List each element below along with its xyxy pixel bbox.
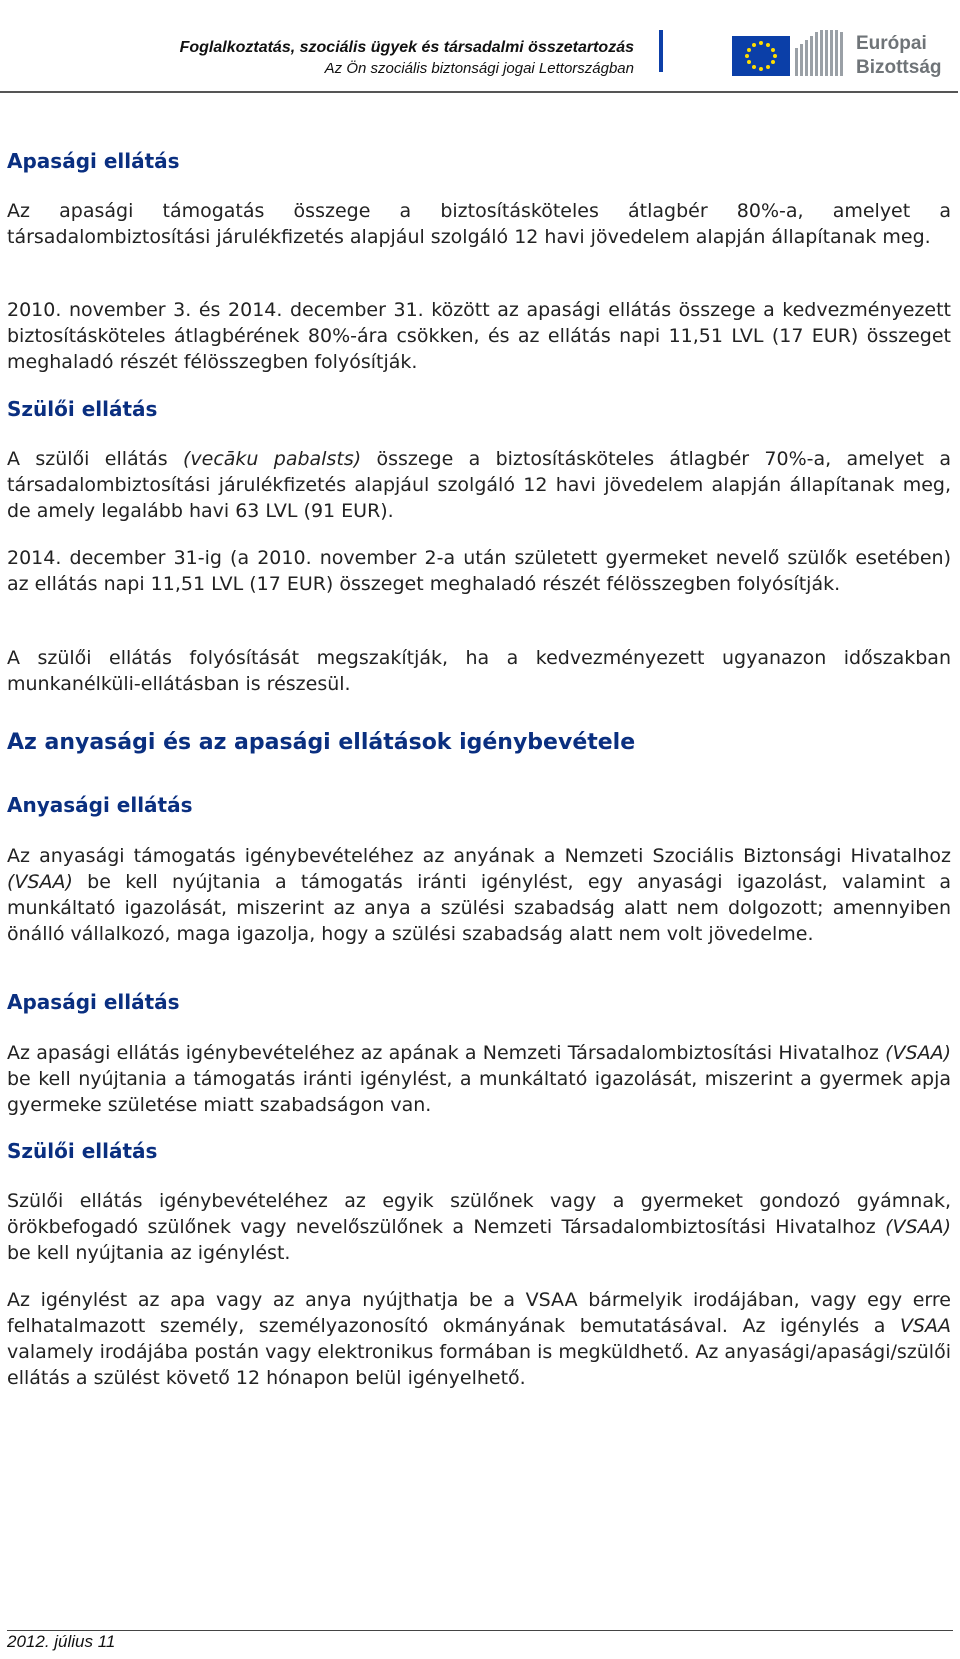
paragraph [7, 1188, 951, 1266]
section-heading: Szülői ellátás [7, 397, 158, 421]
header-text [180, 38, 634, 80]
paragraph: 2010. november 3. és 2014. december 31. között az apasági ellátás összege a kedvezményezett biztosításköteles átlagbérének 80%-ára csökken, és az ellátás napi 11,51 LVL (17 EUR) összeget meghaladó részét félösszegben folyósítják. [7, 299, 951, 373]
text-run: Az apasági ellátás igénybevételéhez az apának a Nemzeti Társadalombiztosítási Hivatalhoz [7, 1042, 886, 1064]
eu-flag-logo-icon [732, 30, 852, 78]
italic-term: (VSAA) [7, 871, 73, 893]
section-heading: Szülői ellátás [7, 1139, 158, 1163]
italic-term: VSAA [899, 1315, 951, 1337]
paragraph [7, 843, 951, 947]
header-subtitle: Az Ön szociális biztonsági jogai Lettországban [324, 60, 634, 77]
commission-logo-text [856, 32, 942, 80]
logo-line-1: Európai [856, 33, 927, 54]
italic-term: (vecāku pabalsts) [182, 448, 362, 470]
paragraph: Az apasági támogatás összege a biztosításköteles átlagbér 80%-a, amelyet a társadalombiztosítási járulékfizetés alapjául szolgáló 12 havi jövedelem alapján állapítanak meg. [7, 200, 951, 248]
paragraph: 2014. december 31-ig (a 2010. november 2-a után született gyermeket nevelő szülők esetében) az ellátás napi 11,51 LVL (17 EUR) összeget meghaladó részét félösszegben folyósítják. [7, 547, 951, 595]
paragraph [7, 1287, 951, 1391]
footer-rule [7, 1630, 953, 1631]
header-divider [659, 30, 663, 72]
text-run: be kell nyújtania az igénylést. [7, 1242, 291, 1264]
section-heading: Apasági ellátás [7, 990, 180, 1014]
text-run: valamely irodájába postán vagy elektronikus formában is megküldhető. Az anyasági/apasági/szülői ellátás a szülést követő 12 hónapon belül igényelhető. [7, 1341, 951, 1389]
paragraph: A szülői ellátás folyósítását megszakítják, ha a kedvezményezett ugyanazon időszakban munkanélküli-ellátásban is részesül. [7, 647, 951, 695]
text-run: be kell nyújtania a támogatás iránti igénylést, a munkáltató igazolását, miszerint a gyermek apja gyermeke születése miatt szabadságon van. [7, 1068, 951, 1116]
page-header [0, 0, 960, 92]
footer-date: 2012. július 11 [7, 1632, 116, 1651]
header-title: Foglalkoztatás, szociális ügyek és társadalmi összetartozás [179, 39, 634, 56]
text-run: összege a biztosításköteles átlagbér 70%-a, amelyet a társadalombiztosítási járulékfizetés alapjául szolgáló 12 havi jövedelem alapján állapítanak meg, de amely legalább havi 63 LVL (91 EUR). [7, 448, 951, 522]
text-run: Az anyasági támogatás igénybevételéhez az anyának a Nemzeti Szociális Biztonsági Hivatalhoz [7, 845, 951, 867]
header-rule [0, 91, 958, 93]
text-run: Az igénylést az apa vagy az anya nyújthatja be a VSAA bármelyik irodájában, vagy egy erre felhatalmazott személy, személyazonosító okmányának bemutatásával. Az igénylés a [7, 1289, 951, 1337]
text-run: be kell nyújtania a támogatás iránti igénylést, egy anyasági igazolást, valamint a munkáltató igazolását, miszerint az anya a szülési szabadság alatt nem dolgozott; amennyiben önálló vállalkozó, maga igazolja, hogy a szülési szabadság alatt nem volt jövedelme. [7, 871, 951, 945]
italic-term: (VSAA) [885, 1042, 951, 1064]
logo-line-2: Bizottság [856, 57, 942, 78]
paragraph [7, 446, 951, 524]
text-run: A szülői ellátás [7, 448, 183, 470]
main-heading: Az anyasági és az apasági ellátások igénybevétele [7, 730, 636, 755]
text-run: Szülői ellátás igénybevételéhez az egyik szülőnek vagy a gyermeket gondozó gyámnak, örökbefogadó szülőnek vagy nevelőszülőnek a Nemzeti Társadalombiztosítási Hivatalhoz [7, 1190, 951, 1238]
section-heading: Apasági ellátás [7, 149, 180, 173]
section-heading: Anyasági ellátás [7, 793, 193, 817]
paragraph [7, 1040, 951, 1118]
italic-term: (VSAA) [885, 1216, 951, 1238]
